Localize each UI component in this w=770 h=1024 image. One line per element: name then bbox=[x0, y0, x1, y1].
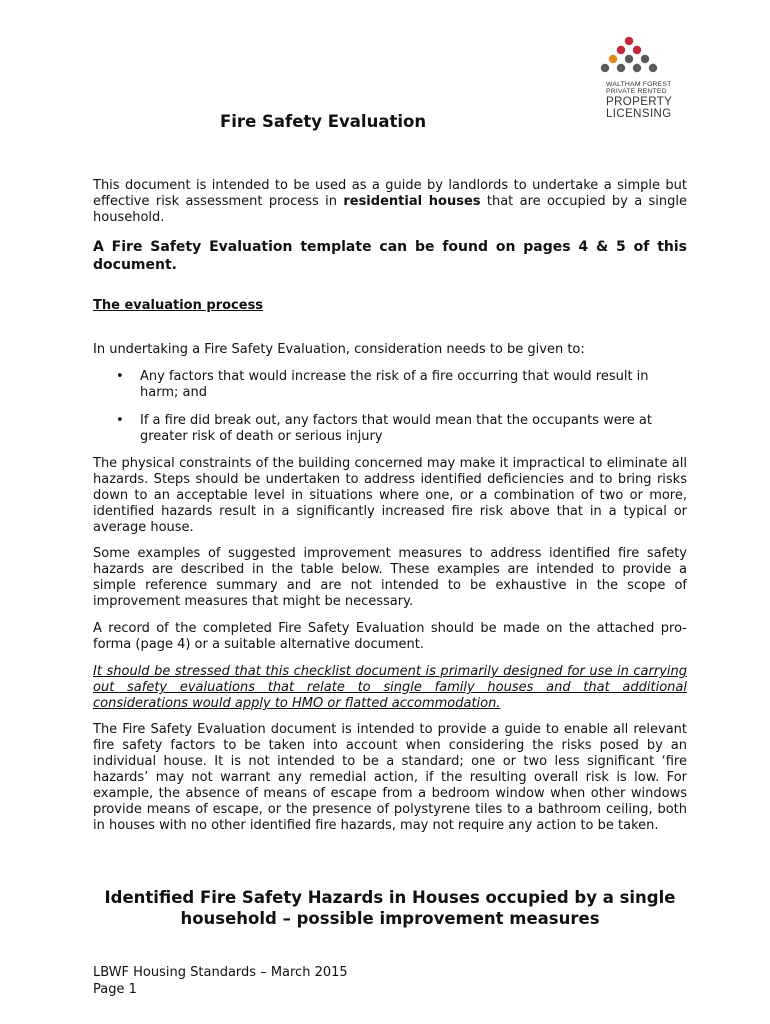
guide-paragraph: The Fire Safety Evaluation document is intended to provide a guide to enable all relevant fire safety factors to be taken into account when considering the risks posed by an individual house. It is not intended to be a standard; one or two less significant ‘fire hazards’ may not warrant any remedial action, if the resulting overall risk is low. For example, the absence of means of escape from a bedroom window when other windows provide means of escape, or the presence of polystyrene tiles to a bathroom ceiling, both in houses with no other identified fire hazards, may not require any action to be taken. bbox=[93, 722, 687, 833]
intro-bold: residential houses bbox=[343, 194, 481, 209]
footer-page-number: Page 1 bbox=[93, 982, 137, 997]
template-note: A Fire Safety Evaluation template can be found on pages 4 & 5 of this document. bbox=[93, 239, 687, 273]
lead-in-text: In undertaking a Fire Safety Evaluation, consideration needs to be given to: bbox=[93, 342, 585, 357]
bullet-icon: • bbox=[116, 413, 124, 428]
intro-text-1: This document is intended to be used as a guide by landlords to undertake a simple but effective risk assessment process in bbox=[93, 178, 687, 209]
bullet-text: Any factors that would increase the risk of a fire occurring that would result in harm; and bbox=[140, 369, 649, 400]
property-licensing-logo bbox=[596, 36, 676, 128]
logo-line-4: LICENSING bbox=[606, 108, 672, 121]
bullet-text: If a fire did break out, any factors that would mean that the occupants were at greater risk of death or serious injury bbox=[140, 413, 652, 444]
logo-line-1: WALTHAM FOREST bbox=[606, 81, 672, 88]
logo-line-2: PRIVATE RENTED bbox=[606, 87, 667, 95]
constraints-paragraph: The physical constraints of the building concerned may make it impractical to eliminate all hazards. Steps should be undertaken to address identified deficiencies and to bring risks down to an acceptable level in situations where one, or a combination of two or more, identified hazards result in a significantly increased fire risk above that in a typical or average house. bbox=[93, 456, 687, 535]
footer-line-1: LBWF Housing Standards – March 2015 bbox=[93, 965, 348, 980]
hazards-heading: Identified Fire Safety Hazards in Houses occupied by a single household – possible improvement measures bbox=[104, 888, 676, 928]
stressed-paragraph: It should be stressed that this checklist document is primarily designed for use in carrying out safety evaluations that relate to single family houses and that additional considerations would apply to HMO or flatted accommodation. bbox=[93, 664, 687, 711]
section-heading: The evaluation process bbox=[93, 298, 264, 313]
bullet-icon: • bbox=[116, 369, 124, 384]
logo-wordmark bbox=[606, 82, 676, 121]
page-footer bbox=[93, 964, 348, 998]
document-title: Fire Safety Evaluation bbox=[220, 112, 427, 131]
intro-paragraph bbox=[93, 178, 687, 226]
intro-text-2: that are occupied by a single household. bbox=[93, 194, 687, 225]
examples-paragraph: Some examples of suggested improvement measures to address identified fire safety hazards are described in the table below. These examples are intended to provide a simple reference summary and are not intended to be exhaustive in the scope of improvement measures that might be necessary. bbox=[93, 546, 687, 609]
logo-dots-icon bbox=[596, 36, 676, 82]
record-paragraph: A record of the completed Fire Safety Evaluation should be made on the attached pro-forma (page 4) or a suitable alternative document. bbox=[93, 621, 687, 652]
logo-line-3: PROPERTY bbox=[606, 95, 673, 108]
